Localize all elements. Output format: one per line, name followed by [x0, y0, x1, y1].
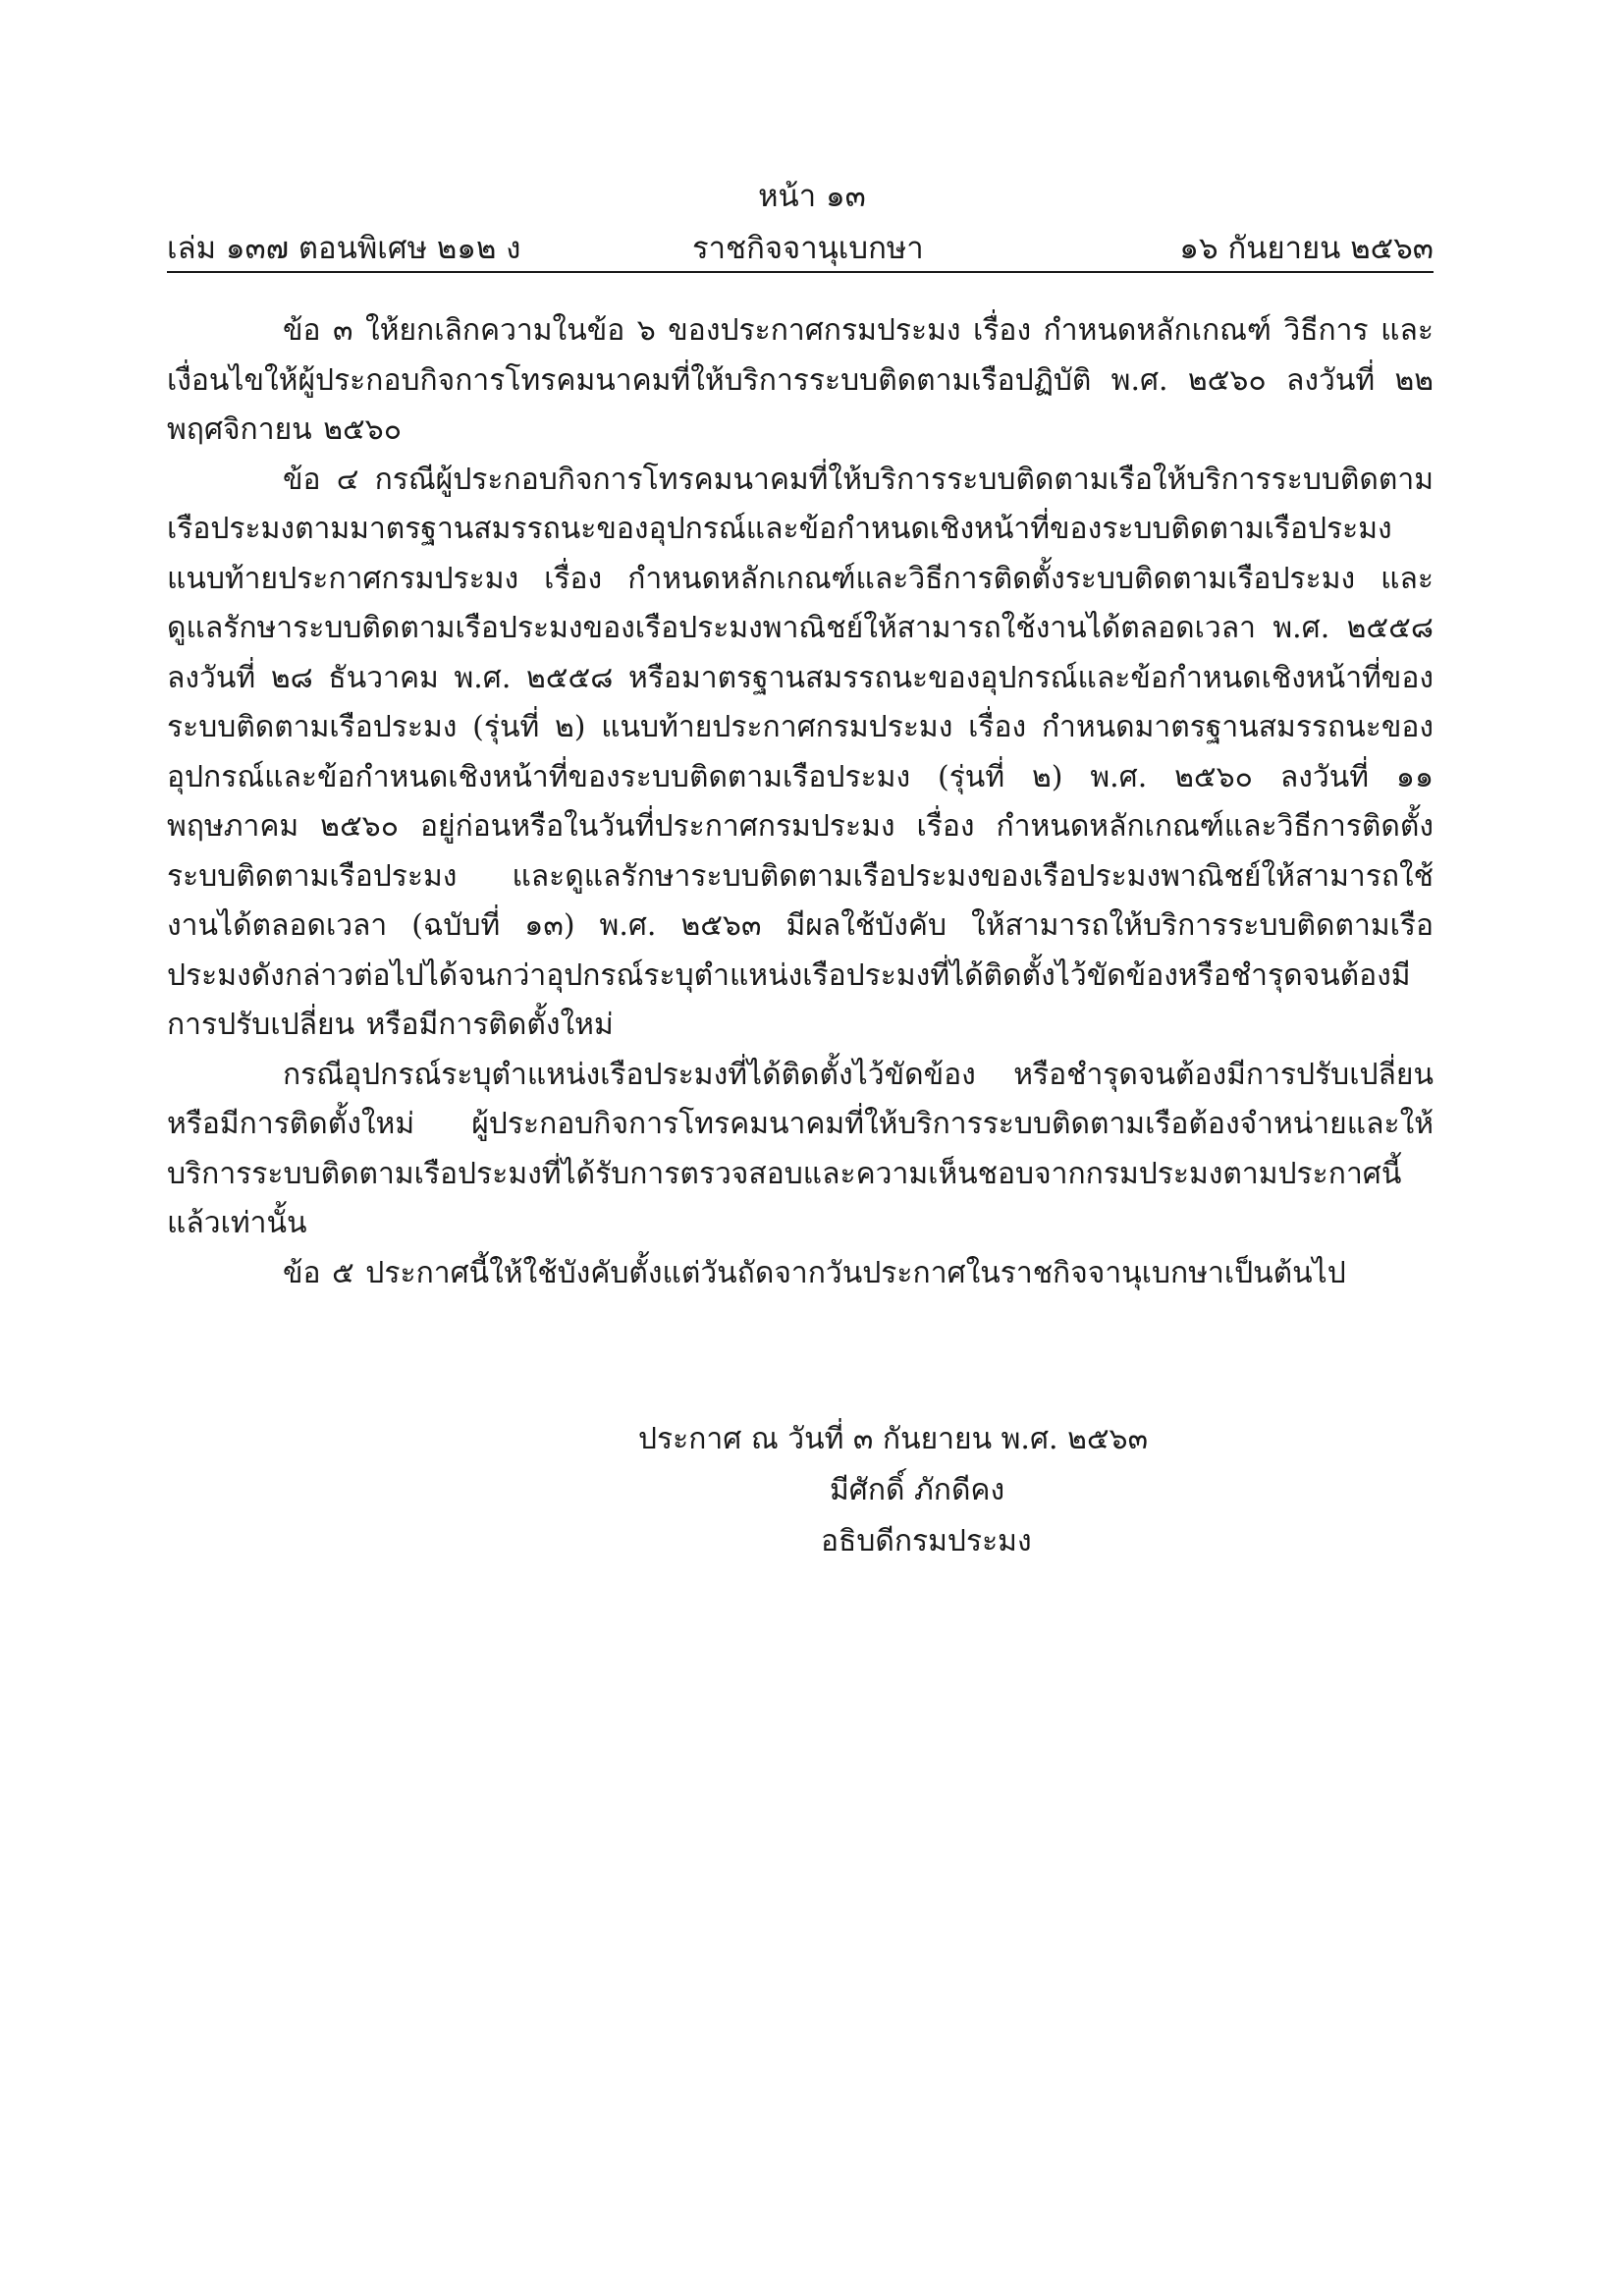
volume-issue: เล่ม ๑๓๗ ตอนพิเศษ ๒๑๒ ง [167, 231, 521, 266]
signature-block [638, 1414, 1227, 1567]
paragraph-clause-3: ข้อ ๓ ให้ยกเลิกความในข้อ ๖ ของประกาศกรมประมง เรื่อง กำหนดหลักเกณฑ์ วิธีการ และเงื่อนไขให้ผู้ประกอบกิจการโทรคมนาคมที่ให้บริการระบบติดตามเรือปฏิบัติ พ.ศ. ๒๕๖๐ ลงวันที่ ๒๒ พฤศจิกายน ๒๕๖๐ [167, 313, 1434, 447]
page-number: หน้า ๑๓ [758, 179, 866, 214]
announced-date: ประกาศ ณ วันที่ ๓ กันยายน พ.ศ. ๒๕๖๓ [638, 1422, 1149, 1456]
paragraph-clause-4-continued: กรณีอุปกรณ์ระบุตำแหน่งเรือประมงที่ได้ติดตั้งไว้ขัดข้อง หรือชำรุดจนต้องมีการปรับเปลี่ยนหรือมีการติดตั้งใหม่ ผู้ประกอบกิจการโทรคมนาคมที่ให้บริการระบบติดตามเรือต้องจำหน่ายและให้บริการระบบติดตามเรือประมงที่ได้รับการตรวจสอบและความเห็นชอบจากกรมประมงตามประกาศนี้แล้วเท่านั้น [167, 1057, 1434, 1240]
announcement-body [167, 306, 1434, 1298]
header-divider [167, 271, 1434, 273]
signatory-name: มีศักดิ์ ภักดีคง [830, 1473, 1005, 1507]
signatory-title: อธิบดีกรมประมง [821, 1524, 1032, 1558]
gazette-name: ราชกิจจานุเบกษา [692, 231, 924, 266]
paragraph-clause-5: ข้อ ๕ ประกาศนี้ให้ใช้บังคับตั้งแต่วันถัดจากวันประกาศในราชกิจจานุเบกษาเป็นต้นไป [283, 1255, 1346, 1290]
paragraph-clause-4: ข้อ ๔ กรณีผู้ประกอบกิจการโทรคมนาคมที่ให้บริการระบบติดตามเรือให้บริการระบบติดตามเรือประมงตามมาตรฐานสมรรถนะของอุปกรณ์และข้อกำหนดเชิงหน้าที่ของระบบติดตามเรือประมงแนบท้ายประกาศกรมประมง เรื่อง กำหนดหลักเกณฑ์และวิธีการติดตั้งระบบติดตามเรือประมง และดูแลรักษาระบบติดตามเรือประมงของเรือประมงพาณิชย์ให้สามารถใช้งานได้ตลอดเวลา พ.ศ. ๒๕๕๘ ลงวันที่ ๒๘ ธันวาคม พ.ศ. ๒๕๕๘ หรือมาตรฐานสมรรถนะของอุปกรณ์และข้อกำหนดเชิงหน้าที่ของระบบติดตามเรือประมง (รุ่นที่ ๒) แนบท้ายประกาศกรมประมง เรื่อง กำหนดมาตรฐานสมรรถนะของอุปกรณ์และข้อกำหนดเชิงหน้าที่ของระบบติดตามเรือประมง (รุ่นที่ ๒) พ.ศ. ๒๕๖๐ ลงวันที่ ๑๑ พฤษภาคม ๒๕๖๐ อยู่ก่อนหรือในวันที่ประกาศกรมประมง เรื่อง กำหนดหลักเกณฑ์และวิธีการติดตั้งระบบติดตามเรือประมง และดูแลรักษาระบบติดตามเรือประมงของเรือประมงพาณิชย์ให้สามารถใช้งานได้ตลอดเวลา (ฉบับที่ ๑๓) พ.ศ. ๒๕๖๓ มีผลใช้บังคับ ให้สามารถให้บริการระบบติดตามเรือประมงดังกล่าวต่อไปได้จนกว่าอุปกรณ์ระบุตำแหน่งเรือประมงที่ได้ติดตั้งไว้ขัดข้องหรือชำรุดจนต้องมีการปรับเปลี่ยน หรือมีการติดตั้งใหม่ [167, 462, 1434, 1042]
publication-date: ๑๖ กันยายน ๒๕๖๓ [1179, 231, 1434, 266]
gazette-header [167, 229, 1434, 270]
